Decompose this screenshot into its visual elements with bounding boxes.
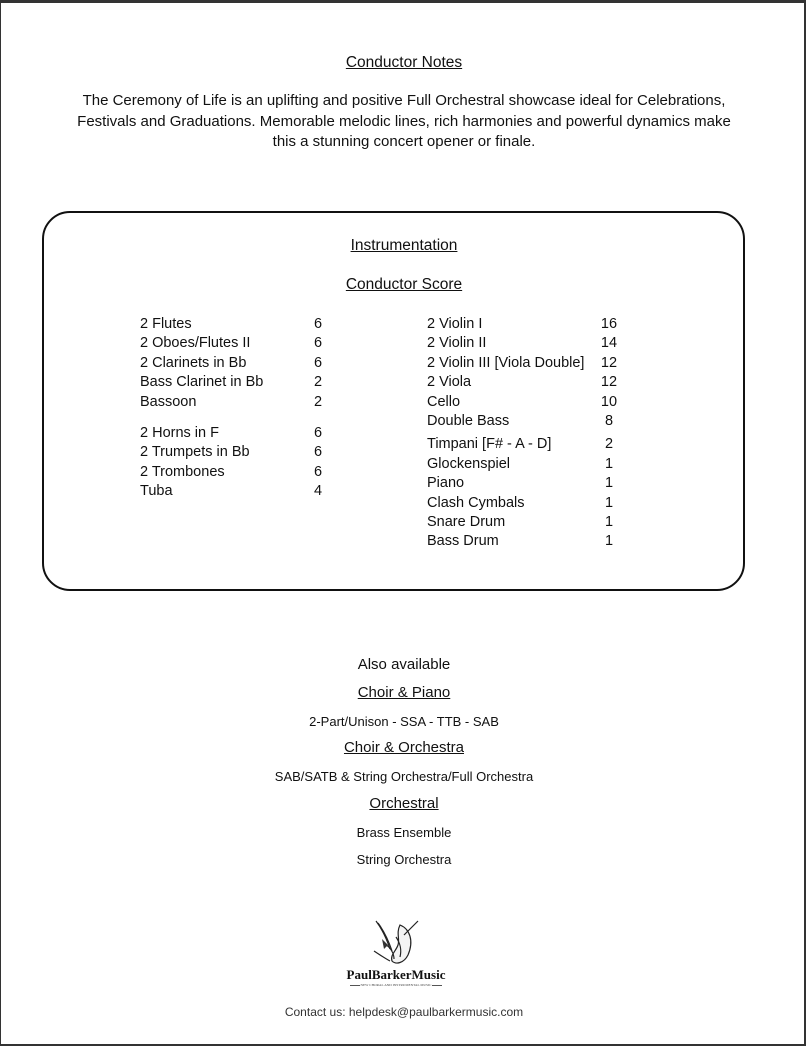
- orchestral-item: String Orchestra: [356, 852, 452, 867]
- conductor-notes-title: Conductor Notes: [345, 54, 463, 71]
- choir-piano-detail: 2-Part/Unison - SSA - TTB - SAB: [309, 714, 499, 729]
- instrument-name: Bass Drum: [427, 533, 499, 550]
- instrument-count: 12: [600, 374, 618, 391]
- violin-quill-icon: [334, 915, 458, 967]
- choir-orchestra-title: Choir & Orchestra: [343, 739, 465, 756]
- instrument-count: 4: [313, 483, 323, 500]
- instrument-count: 1: [604, 455, 614, 472]
- instrument-name: Clash Cymbals: [427, 494, 525, 511]
- instrument-count: 6: [313, 354, 323, 371]
- instrument-count: 2: [604, 436, 614, 453]
- instrument-name: Piano: [427, 475, 465, 492]
- conductor-score-title: Conductor Score: [345, 276, 463, 293]
- instrument-count: 16: [600, 316, 618, 332]
- notes-line: The Ceremony of Life is an uplifting and positive Full Orchestral showcase ideal for Celebrations,: [82, 92, 726, 109]
- instrument-count: 8: [604, 412, 614, 429]
- instrument-name: 2 Trombones: [140, 463, 225, 480]
- instrument-name: Bass Clarinet in Bb: [140, 374, 264, 391]
- instrument-count: 2: [313, 393, 323, 410]
- orchestral-item: Brass Ensemble: [356, 825, 452, 840]
- instrument-count: 10: [600, 393, 618, 410]
- instrument-name: Glockenspiel: [427, 455, 511, 472]
- also-available-heading: Also available: [357, 656, 451, 673]
- choir-orchestra-detail: SAB/SATB & String Orchestra/Full Orchestra: [274, 769, 534, 784]
- instrument-name: 2 Horns in F: [140, 424, 219, 441]
- left-instrument-names: [140, 315, 263, 502]
- instrument-name: Timpani [F# - A - D]: [427, 436, 552, 453]
- instrument-name: 2 Oboes/Flutes II: [140, 335, 251, 352]
- instrumentation-title: Instrumentation: [350, 237, 458, 254]
- instrument-count: 1: [604, 533, 614, 550]
- instrument-count: 1: [604, 475, 614, 492]
- instrument-count: 1: [604, 513, 614, 530]
- notes-line: this a stunning concert opener or finale.: [272, 133, 536, 150]
- logo-tagline: [338, 983, 454, 987]
- instrument-name: 2 Flutes: [140, 316, 192, 332]
- instrument-name: 2 Clarinets in Bb: [140, 354, 247, 371]
- instrument-name: Double Bass: [427, 412, 510, 429]
- instrument-count: 6: [313, 463, 323, 480]
- instrument-name: 2 Violin II: [427, 335, 487, 352]
- instrument-count: 6: [313, 444, 323, 461]
- instrument-name: Snare Drum: [427, 513, 506, 530]
- instrument-name: 2 Viola: [427, 374, 472, 391]
- instrument-name: 2 Trumpets in Bb: [140, 444, 250, 461]
- instrument-count: 1: [604, 494, 614, 511]
- choir-piano-title: Choir & Piano: [357, 684, 451, 701]
- logo-wordmark: PaulBarkerMusic: [346, 967, 446, 982]
- paulbarkermusic-logo: [334, 915, 458, 995]
- instrument-count: 6: [313, 316, 323, 332]
- contact-line: Contact us: helpdesk@paulbarkermusic.com: [284, 1005, 524, 1019]
- instrument-count: 2: [313, 374, 323, 391]
- logo-tagline-text: NEW CHORAL AND INSTRUMENTAL MUSIC: [360, 983, 432, 987]
- right-instrument-counts: [597, 315, 621, 552]
- left-instrument-counts: [308, 315, 328, 502]
- instrument-name: 2 Violin I: [427, 316, 483, 332]
- instrument-count: 6: [313, 335, 323, 352]
- instrument-count: 6: [313, 424, 323, 441]
- notes-line: Festivals and Graduations. Memorable melodic lines, rich harmonies and powerful dynamics make: [77, 112, 731, 130]
- instrument-count: 12: [600, 354, 618, 371]
- instrument-name: 2 Violin III [Viola Double]: [427, 354, 585, 371]
- instrument-name: Bassoon: [140, 393, 197, 410]
- right-instrument-names: [427, 315, 584, 552]
- conductor-notes-body: [40, 91, 768, 153]
- instrument-name: Tuba: [140, 483, 173, 500]
- instrument-name: Cello: [427, 393, 461, 410]
- instrument-count: 14: [600, 335, 618, 352]
- orchestral-title: Orchestral: [369, 795, 439, 812]
